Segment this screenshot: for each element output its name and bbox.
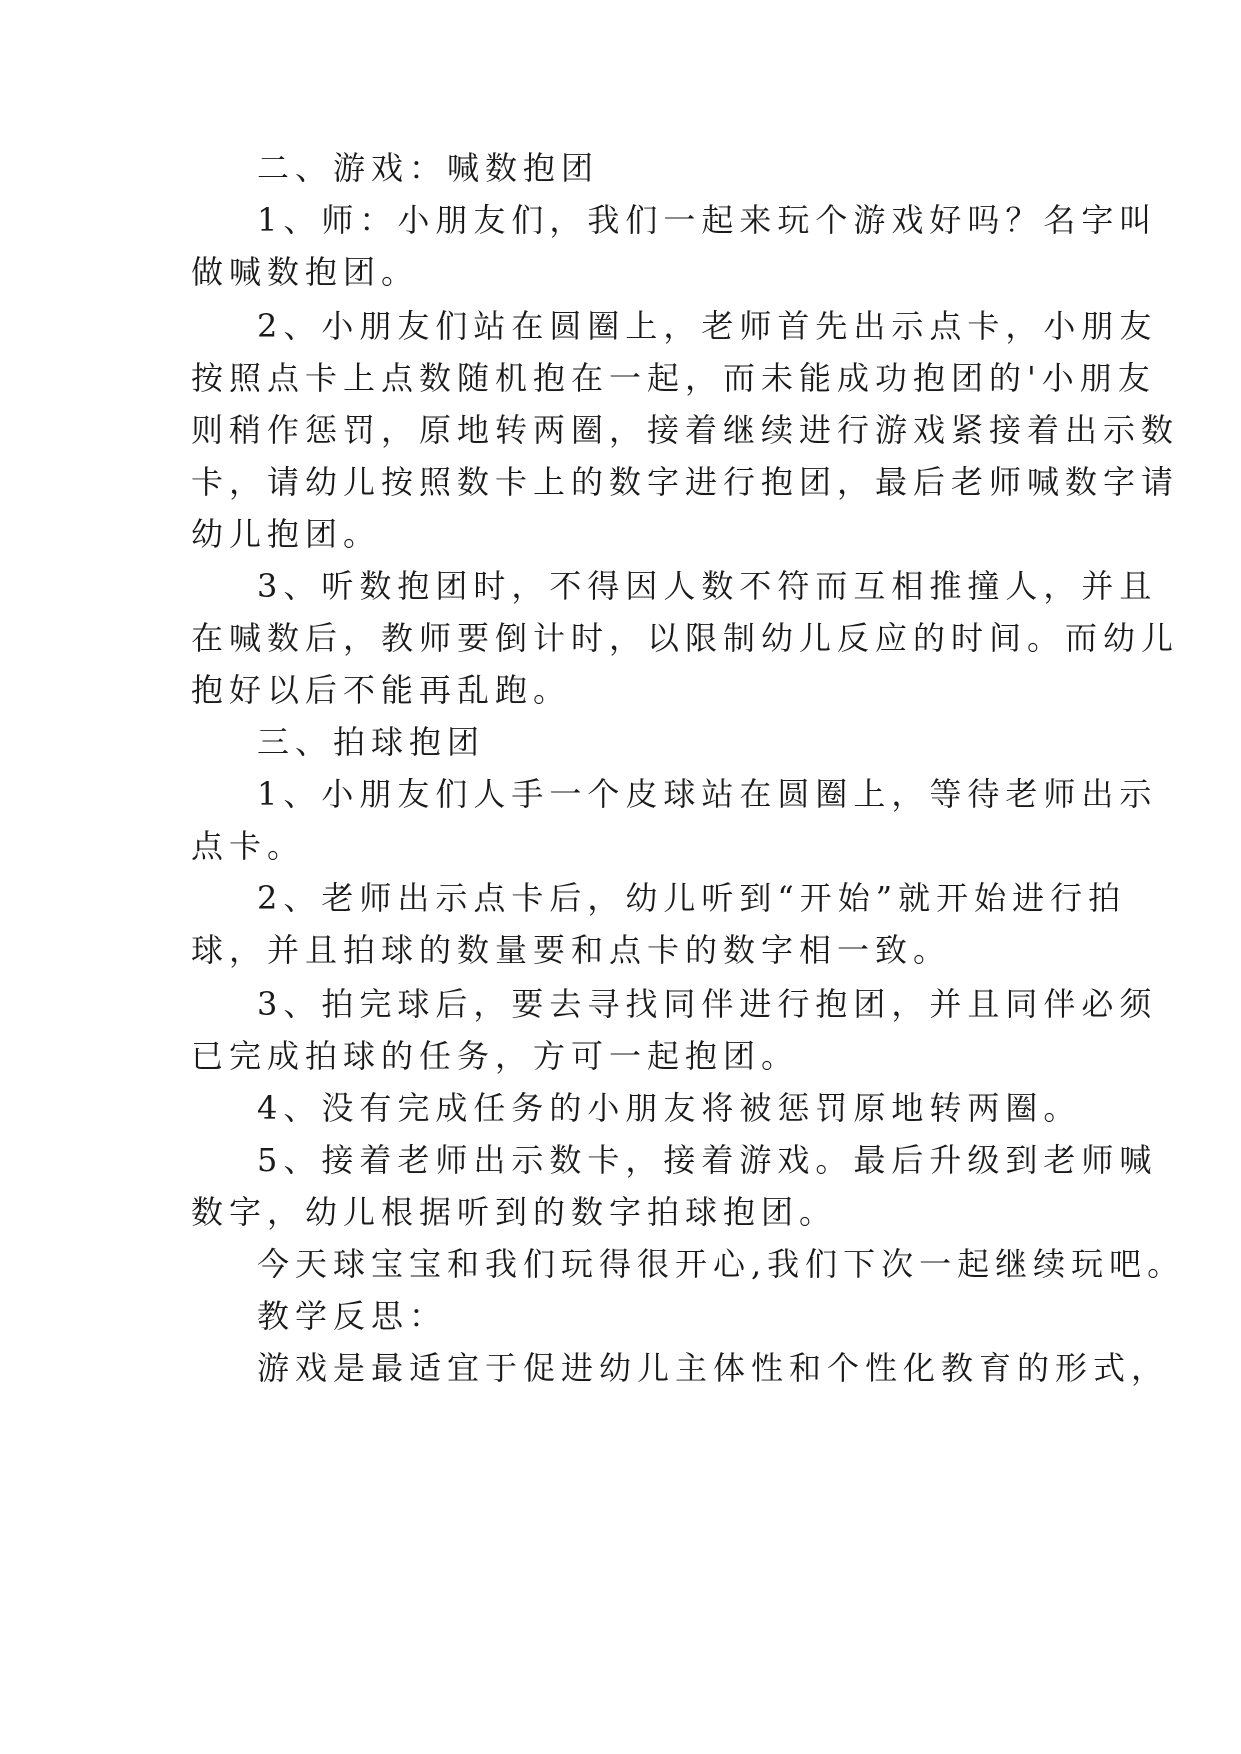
- paragraph-line: 点卡。: [191, 827, 306, 865]
- paragraph-line: 1、小朋友们人手一个皮球站在圆圈上，等待老师出示: [257, 775, 1158, 813]
- paragraph-line: 1、师：小朋友们，我们一起来玩个游戏好吗？名字叫: [257, 201, 1158, 239]
- paragraph-line: 2、老师出示点卡后，幼儿听到“开始”就开始进行拍: [257, 879, 1127, 917]
- paragraph-line: 已完成拍球的任务，方可一起抱团。: [191, 1037, 800, 1075]
- paragraph-line: 游戏是最适宜于促进幼儿主体性和个性化教育的形式，: [257, 1349, 1170, 1387]
- paragraph-line: 今天球宝宝和我们玩得很开心,我们下次一起继续玩吧。: [257, 1245, 1186, 1283]
- section-heading-reflection: 教学反思：: [257, 1297, 448, 1335]
- section-heading-game: 二、游戏：喊数抱团: [257, 149, 600, 187]
- paragraph-line: 3、听数抱团时，不得因人数不符而互相推撞人，并且: [257, 567, 1158, 605]
- paragraph-line: 卡，请幼儿按照数卡上的数字进行抱团，最后老师喊数字请: [191, 463, 1180, 501]
- paragraph-line: 抱好以后不能再乱跑。: [191, 671, 572, 709]
- paragraph-line: 幼儿抱团。: [191, 515, 382, 553]
- paragraph-line: 则稍作惩罚，原地转两圈，接着继续进行游戏紧接着出示数: [191, 411, 1180, 449]
- paragraph-line: 按照点卡上点数随机抱在一起，而未能成功抱团的'小朋友: [191, 359, 1156, 397]
- paragraph-line: 3、拍完球后，要去寻找同伴进行抱团，并且同伴必须: [257, 985, 1158, 1023]
- section-heading-ball: 三、拍球抱团: [257, 723, 486, 761]
- paragraph-line: 数字，幼儿根据听到的数字拍球抱团。: [191, 1193, 838, 1231]
- paragraph-line: 球，并且拍球的数量要和点卡的数字相一致。: [191, 931, 952, 969]
- paragraph-line: 5、接着老师出示数卡，接着游戏。最后升级到老师喊: [257, 1141, 1158, 1179]
- paragraph-line: 做喊数抱团。: [191, 253, 420, 291]
- paragraph-line: 4、没有完成任务的小朋友将被惩罚原地转两圈。: [257, 1089, 1082, 1127]
- paragraph-line: 2、小朋友们站在圆圈上，老师首先出示点卡，小朋友: [257, 307, 1158, 345]
- paragraph-line: 在喊数后，教师要倒计时，以限制幼儿反应的时间。而幼儿: [191, 619, 1180, 657]
